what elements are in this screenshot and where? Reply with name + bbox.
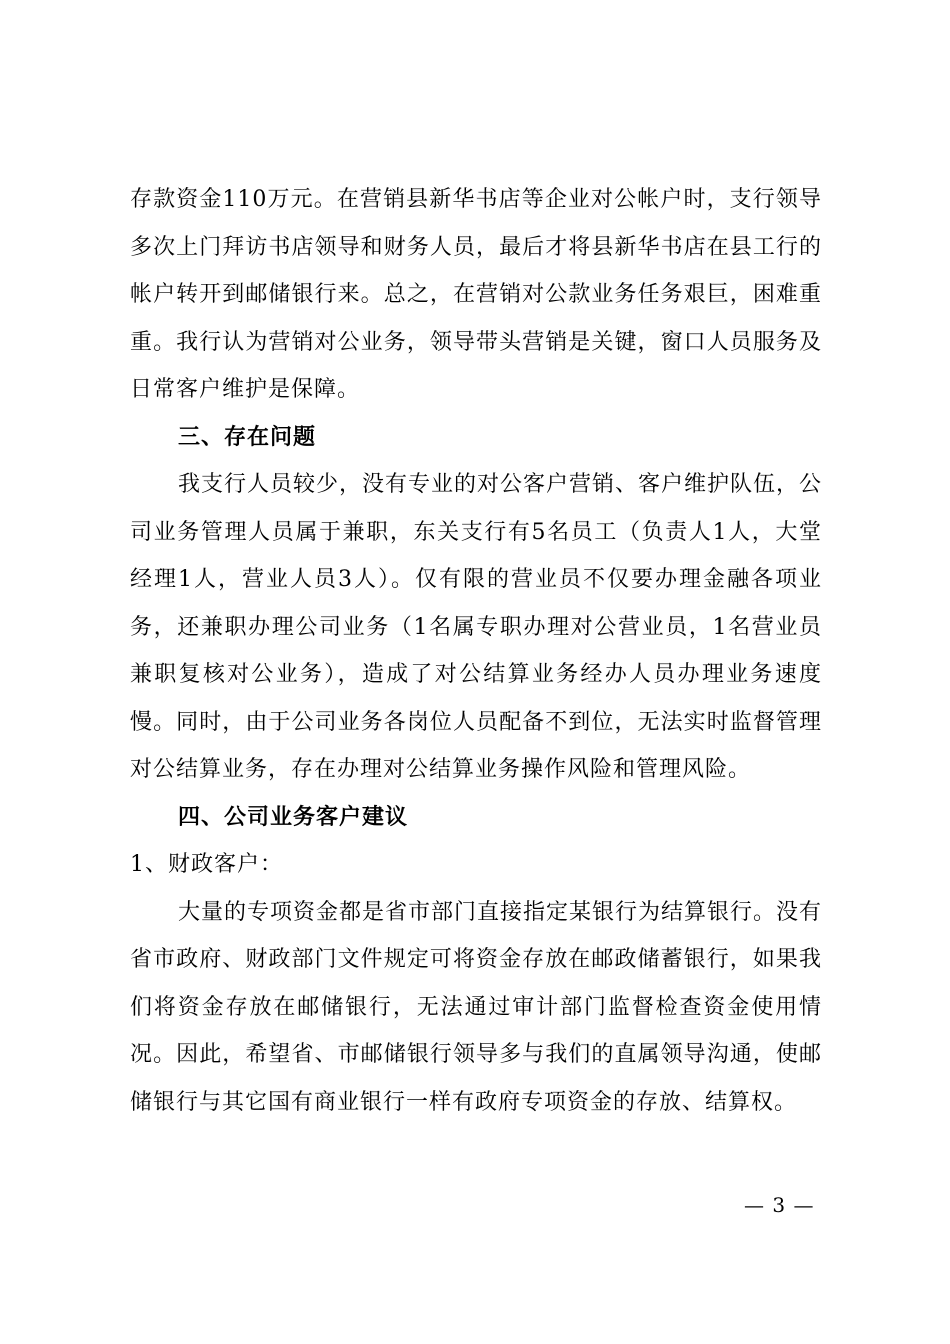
page-number: — 3 — <box>744 1193 815 1217</box>
section-heading-existing-problems: 三、存在问题 <box>178 424 317 450</box>
paragraph-special-funds: 大量的专项资金都是省市部门直接指定某银行为结算银行。没有省市政府、财政部门文件规定可将资金存放在邮政储蓄银行，如果我们将资金存放在邮储银行，无法通过审计部门监督检查资金使用情况。因此，希望省、市邮储银行领导多与我们的直属领导沟通，使邮储银行与其它国有商业银行一样有政府专项资金的存放、结算权。 <box>130 899 823 1115</box>
section-heading-client-suggestions: 四、公司业务客户建议 <box>178 804 409 830</box>
paragraph-staffing-problem: 我支行人员较少，没有专业的对公客户营销、客户维护队伍，公司业务管理人员属于兼职，东关支行有5名员工（负责人1人，大堂经理1人，营业人员3人）。仅有限的营业员不仅要办理金融各项业务，还兼职办理公司业务（1名属专职办理对公营业员，1名营业员兼职复核对公业务），造成了对公结算业务经办人员办理业务速度慢。同时，由于公司业务各岗位人员配备不到位，无法实时监督管理对公结算业务，存在办理对公结算业务操作风险和管理风险。 <box>130 472 823 782</box>
paragraph-deposit-summary: 存款资金110万元。在营销县新华书店等企业对公帐户时，支行领导多次上门拜访书店领导和财务人员，最后才将县新华书店在县工行的帐户转开到邮储银行来。总之，在营销对公款业务任务艰巨，困难重重。我行认为营销对公业务，领导带头营销是关键，窗口人员服务及日常客户维护是保障。 <box>130 187 822 402</box>
list-item-finance-clients: 1、财政客户： <box>130 852 283 877</box>
document-body <box>130 176 822 1126</box>
